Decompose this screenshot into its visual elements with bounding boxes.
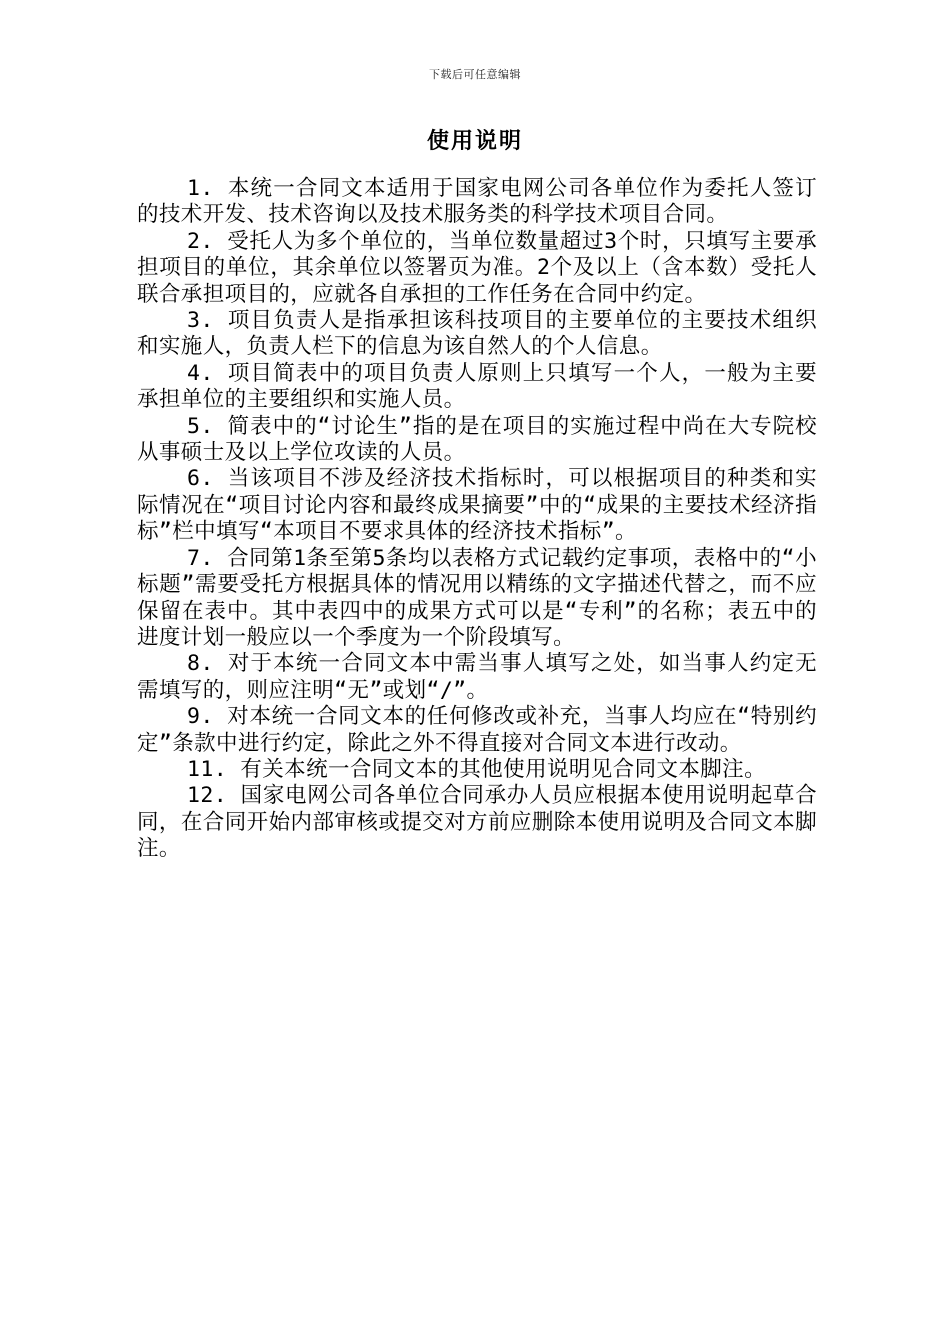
paragraph: 12. 国家电网公司各单位合同承办人员应根据本使用说明起草合同，在合同开始内部审核或提交对方前应删除本使用说明及合同文本脚注。 [137,783,817,862]
paragraph: 6. 当该项目不涉及经济技术指标时，可以根据项目的种类和实际情况在“项目讨论内容和最终成果摘要”中的“成果的主要技术经济指标”栏中填写“本项目不要求具体的经济技术指标”。 [137,466,817,545]
paragraph: 2. 受托人为多个单位的，当单位数量超过3个时，只填写主要承担项目的单位，其余单位以签署页为准。2个及以上（含本数）受托人联合承担项目的，应就各自承担的工作任务在合同中约定。 [137,228,817,307]
paragraph: 7. 合同第1条至第5条均以表格方式记载约定事项，表格中的“小标题”需要受托方根据具体的情况用以精练的文字描述代替之，而不应保留在表中。其中表四中的成果方式可以是“专利”的名称；表五中的进度计划一般应以一个季度为一个阶段填写。 [137,545,817,650]
page-header-note: 下载后可任意编辑 [429,68,521,81]
instructions-body [137,176,817,863]
paragraph: 8. 对于本统一合同文本中需当事人填写之处，如当事人约定无需填写的，则应注明“无”或划“/”。 [137,651,817,703]
paragraph: 3. 项目负责人是指承担该科技项目的主要单位的主要技术组织和实施人，负责人栏下的信息为该自然人的个人信息。 [137,308,817,360]
paragraph: 11. 有关本统一合同文本的其他使用说明见合同文本脚注。 [187,756,766,782]
paragraph: 9. 对本统一合同文本的任何修改或补充，当事人均应在“特别约定”条款中进行约定，除此之外不得直接对合同文本进行改动。 [137,704,817,756]
paragraph: 4. 项目简表中的项目负责人原则上只填写一个人，一般为主要承担单位的主要组织和实施人员。 [137,360,817,413]
page-title: 使用说明 [426,129,523,154]
paragraph: 1. 本统一合同文本适用于国家电网公司各单位作为委托人签订的技术开发、技术咨询以及技术服务类的科学技术项目合同。 [137,176,817,228]
paragraph: 5. 简表中的“讨论生”指的是在项目的实施过程中尚在大专院校从事硕士及以上学位攻读的人员。 [137,413,817,466]
